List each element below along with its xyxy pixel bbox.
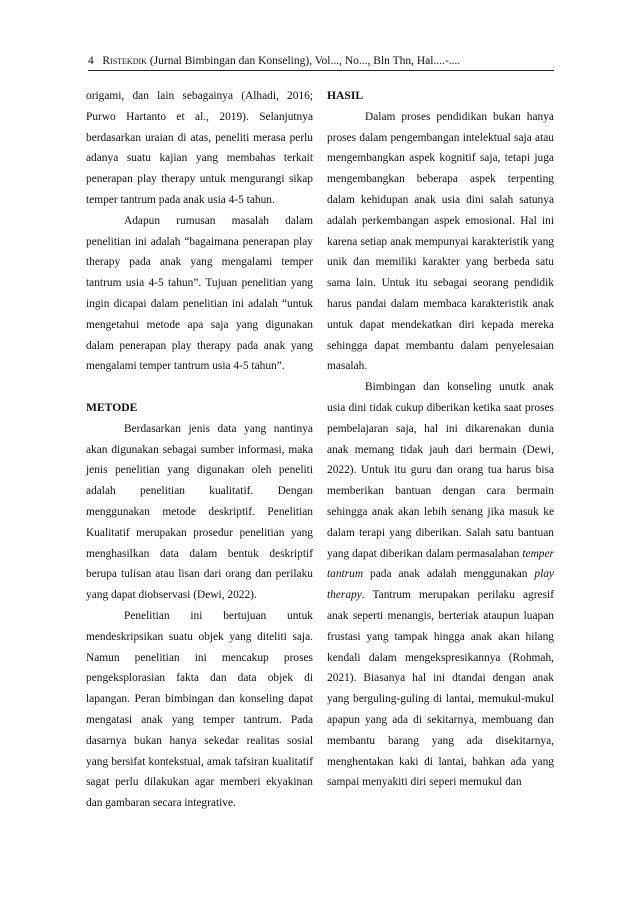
hasil-paragraph-1: Dalam proses pendidikan bukan hanya proses dalam pengembangan intelektual saja atau mengembangkan aspek kognitif saja, tetapi juga mengembangkan beberapa aspek terpenting dalam kehidupan anak usia dini salah satunya adalah perkembangan aspek emosional. Hal ini karena setiap anak mempunyai karakteristik yang unik dan memiliki karakter yang berbeda satu sama lain. Untuk itu sebagai seorang pendidik harus pandai dalam membaca karakteristik anak untuk dapat mendekatkan diri kepada mereka sehingga dapat membantu dalam penyelesaian masalah. (327, 110, 554, 373)
metode-paragraph-2: Penelitian ini bertujuan untuk mendeskripsikan suatu objek yang diteliti saja. Namun penelitian ini mencakup proses pengeksplorasian fakta dan data objek di lapangan. Peran bimbingan dan konseling dapat mengatasi anak yang temper tantrum. Pada dasarnya bukan hanya sekedar realitas sosial yang bersifat kontekstual, amak tafsiran kualitatif sagat perlu dilakukan agar memberi ekyakinan dan gambaran secara integrative. (86, 609, 313, 810)
metode-paragraph-1: Berdasarkan jenis data yang nantinya akan digunakan sebagai sumber informasi, maka jenis penelitian yang digunakan oleh peneliti adalah penelitian kualitatif. Dengan menggunakan metode deskriptif. Penelitian Kualitatif merupakan prosedur penelitian yang menghasilkan data dalam bentuk deskriptif berupa tulisan atau lisan dari orang dan perilaku yang dapat diobservasi (Dewi, 2022). (86, 422, 313, 602)
temper-tantrum-term: temper tantrum (327, 547, 554, 581)
hasil-p2-text-c: . Tantrum merupakan perilaku agresif anak seperti menangis, berteriak ataupun luapan frustasi yang tampak hingga anak akan hilang kendali dalam mengekspresikannya (Rohmah, 2021). Biasanya hal ini dtandai dengan anak yang berguling-guling di lantai, memukul-mukul apapun yang ada di sekitarnya, membuang dan membantu barang yang ada disekitarnya, menghentakan kaki di lantai, bahkan ada yang sampai menyakiti diri seperi memukul dan (327, 589, 554, 789)
page-number: 4 (88, 55, 94, 67)
left-column (86, 86, 313, 814)
hasil-p2-text-b: pada anak adalah menggunakan (363, 568, 535, 581)
hasil-p2-text-a: Bimbingan dan konseling unutk anak usia dini tidak cukup diberikan ketika saat proses pembelajaran saja, hal ini dikarenakan dunia anak memang tidak jauh dari bermain (Dewi, 2022). Untuk itu guru dan orang tua harus bisa memberikan bantuan dengan cara bermain sehingga anak akan lebih senang jika masuk ke dalam terapi yang diberikan. Salah satu bantuan yang dapat diberikan dalam permasalahan (327, 381, 554, 560)
journal-name: Ristekdik (102, 55, 147, 67)
play-therapy-term: play therapy (327, 568, 554, 602)
intro-continuation-paragraph: origami, dan lain sebagainya (Alhadi, 2016; Purwo Hartanto et al., 2019). Selanjutnya berdasarkan uraian di atas, peneliti merasa perlu adanya suatu kajian yang membahas terkait penerapan play therapy untuk mengurangi sikap temper tantrum pada anak usia 4-5 tahun. (86, 90, 313, 206)
right-column (327, 86, 554, 793)
hasil-paragraph-2 (327, 377, 554, 793)
running-header (88, 54, 554, 68)
metode-heading: METODE (86, 400, 138, 414)
research-question-paragraph: Adapun rumusan masalah dalam penelitian ini adalah “bagaimana penerapan play therapy pada anak yang mengalami temper tantrum usia 4-5 tahun”. Tujuan penelitian yang ingin dicapai dalam penelitian ini adalah “untuk mengetahui metode apa saja yang digunakan dalam penerapan play therapy pada anak yang mengalami temper tantrum usia 4-5 tahun”. (86, 214, 313, 373)
hasil-heading: HASIL (327, 89, 364, 102)
header-rule (88, 70, 554, 71)
section-gap (86, 377, 313, 398)
journal-info: (Jurnal Bimbingan dan Konseling), Vol..., No..., Bln Thn, Hal....-.... (149, 55, 461, 67)
